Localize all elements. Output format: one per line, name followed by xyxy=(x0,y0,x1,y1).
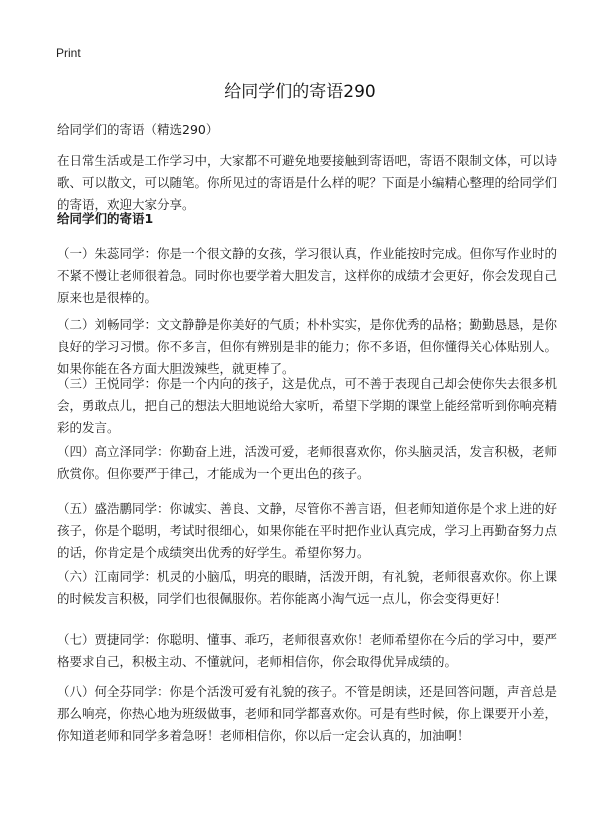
message-paragraph-3: （三）王悦同学：你是一个内向的孩子，这是优点，可不善于表现自己却会使你失去很多机会，勇敢点儿，把自己的想法大胆地说给大家听，希望下学期的课堂上能经常听到你响亮精彩的发言。 xyxy=(57,376,558,435)
message-paragraph-8: （八）何全芬同学：你是个活泼可爱有礼貌的孩子。不管是朗读，还是回答问题，声音总是那么响亮，你热心地为班级做事，老师和同学都喜欢你。可是有些时候，你上课要开小差，你知道老师和同学多着急呀！老师相信你，你以后一定会认真的，加油啊！ xyxy=(57,684,558,743)
document-subtitle: 给同学们的寄语（精选290） xyxy=(57,122,219,137)
print-label[interactable]: Print xyxy=(56,46,81,60)
intro-paragraph: 在日常生活或是工作学习中，大家都不可避免地要接触到寄语吧，寄语不限制文体，可以诗歌、可以散文，可以随笔。你所见过的寄语是什么样的呢？下面是小编精心整理的给同学们的寄语，欢迎大家分享。 xyxy=(57,153,558,212)
message-paragraph-4: （四）高立泽同学：你勤奋上进，活泼可爱，老师很喜欢你，你头脑灵活，发言积极，老师欣赏你。但你要严于律己，才能成为一个更出色的孩子。 xyxy=(57,444,558,481)
message-paragraph-1: （一）朱蕊同学：你是一个很文静的女孩，学习很认真，作业能按时完成。但你写作业时的不紧不慢让老师很着急。同时你也要学着大胆发言，这样你的成绩才会更好，你会发现自己原来也是很棒的。 xyxy=(57,246,558,305)
page-title: 给同学们的寄语290 xyxy=(224,82,376,102)
section-heading: 给同学们的寄语1 xyxy=(57,211,154,226)
message-paragraph-7: （七）贾捷同学：你聪明、懂事、乖巧，老师很喜欢你！老师希望你在今后的学习中，要严格要求自己，积极主动、不懂就问，老师相信你，你会取得优异成绩的。 xyxy=(57,632,558,669)
message-paragraph-2: （二）刘畅同学：文文静静是你美好的气质；朴朴实实，是你优秀的品格；勤勤恳恳，是你良好的学习习惯。你不多言，但你有辨别是非的能力；你不多语，但你懂得关心体贴别人。如果你能在各方面大胆泼辣些，就更棒了。 xyxy=(57,317,558,376)
message-paragraph-6: （六）江南同学：机灵的小脑瓜，明亮的眼睛，活泼开朗，有礼貌，老师很喜欢你。你上课的时候发言积极，同学们也很佩服你。若你能离小淘气远一点儿，你会变得更好！ xyxy=(57,569,558,606)
message-paragraph-5: （五）盛浩鹏同学：你诚实、善良、文静，尽管你不善言语，但老师知道你是个求上进的好孩子，你是个聪明，考试时很细心，如果你能在平时把作业认真完成，学习上再勤奋努力点的话，你肯定是个成绩突出优秀的好学生。希望你努力。 xyxy=(57,501,558,560)
